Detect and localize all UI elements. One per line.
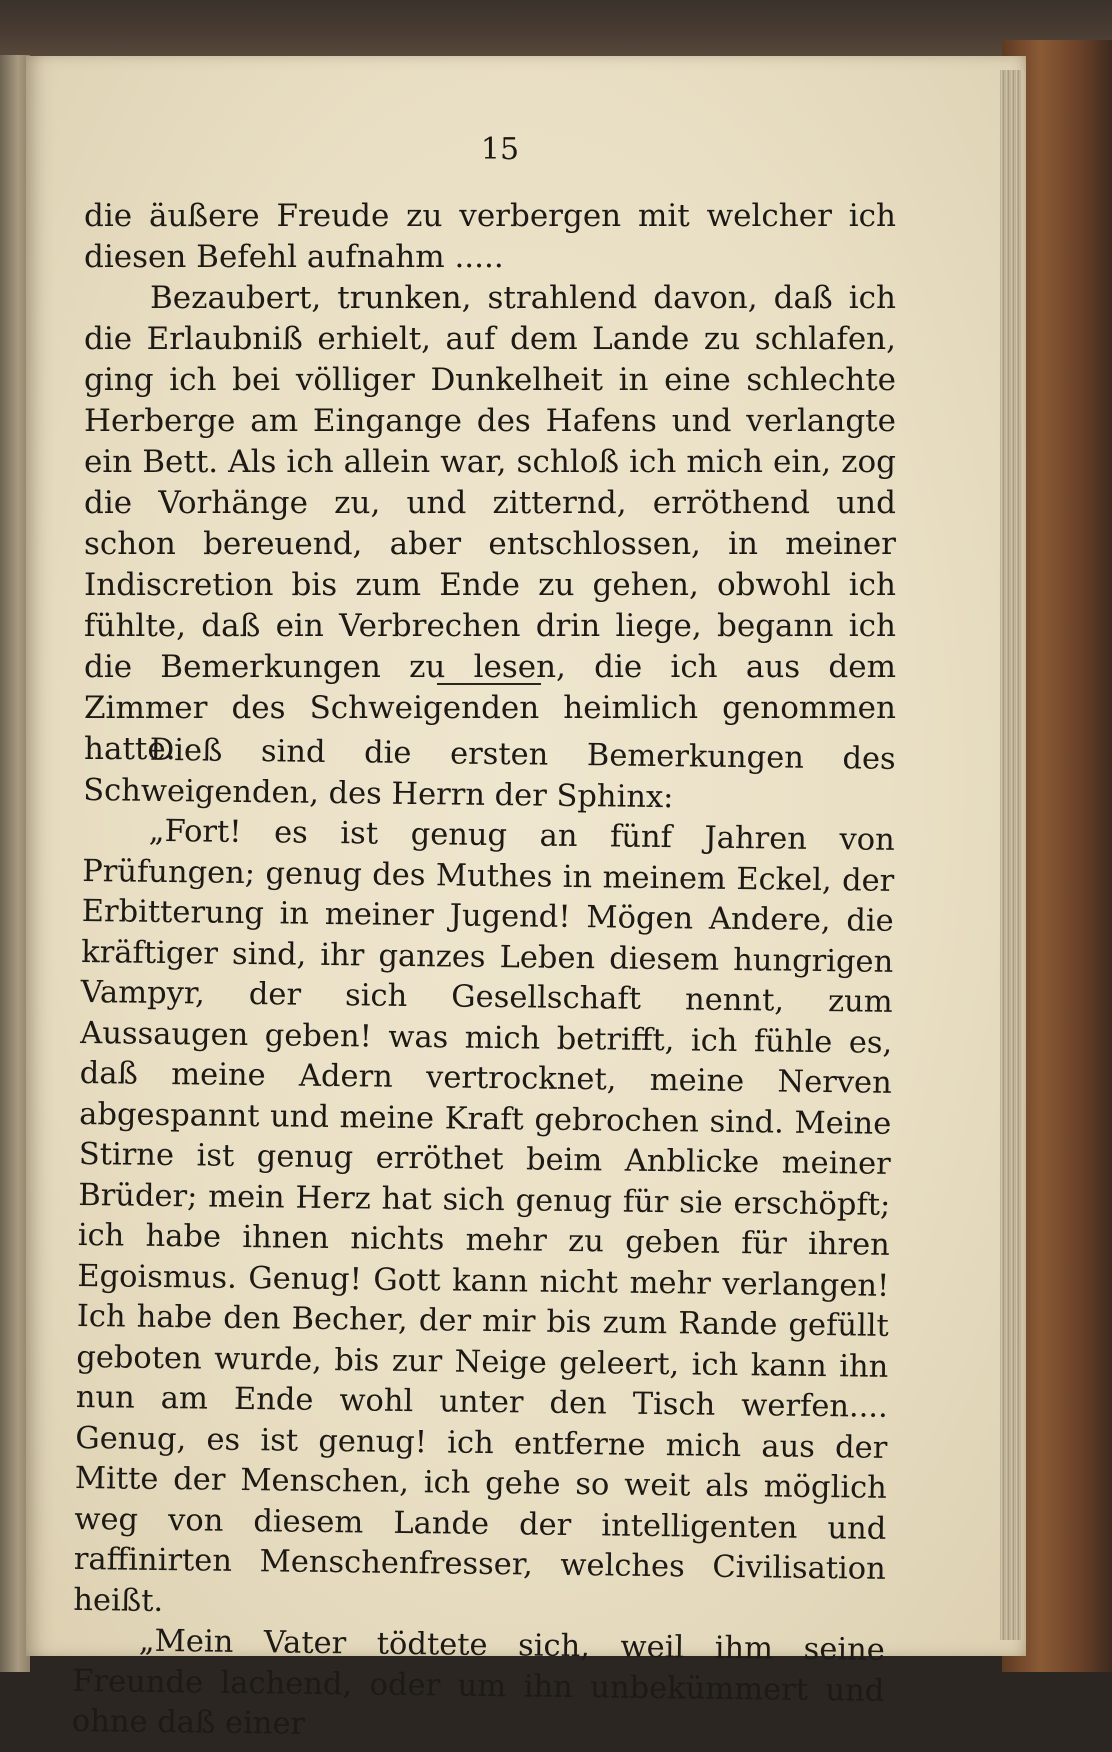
paragraph: die äußere Freude zu verbergen mit welcher ich diesen Befehl aufnahm .....: [84, 198, 896, 275]
text-block-lower: [72, 730, 896, 1752]
paragraph: „Fort! es ist genug an fünf Jahren von Prüfungen; genug des Muthes in meinem Eckel, der Erbitterung in meiner Jugend! Mögen Andere, die kräftiger sind, ihr ganzes Leben diesem hungrigen Vampyr, der sich Gesellschaft nennt, zum Aussaugen geben! was mich betrifft, ich fühle es, daß meine Adern vertrocknet, meine Nerven abgespannt und meine Kraft gebrochen sind. Meine Stirne ist genug erröthet beim Anblicke meiner Brüder; mein Herz hat sich genug für sie erschöpft; ich habe ihnen nichts mehr zu geben für ihren Egoismus. Genug! Gott kann nicht mehr verlangen! Ich habe den Becher, der mir bis zum Rande gefüllt geboten wurde, bis zur Neige geleert, ich kann ihn nun am Ende wohl unter den Tisch werfen.... Genug, es ist genug! ich entferne mich aus der Mitte der Menschen, ich gehe so weit als möglich weg von diesem Lande der intelligenten und raffinirten Menschenfresser, welches Civilisation heißt.: [73, 813, 895, 1619]
page-number: 15: [480, 132, 520, 167]
book-cover-top: [0, 0, 1112, 60]
paragraph: Bezaubert, trunken, strahlend davon, daß ich die Erlaubniß erhielt, auf dem Lande zu schlafen, ging ich bei völliger Dunkelheit in eine schlechte Herberge am Eingange des Hafens und verlangte ein Bett. Als ich allein war, schloß ich mich ein, zog die Vorhänge zu, und zitternd, erröthend und schon bereuend, aber entschlossen, in meiner Indiscretion bis zum Ende zu gehen, obwohl ich fühlte, daß ein Verbrechen drin liege, begann ich die Bemerkungen zu lesen, die ich aus dem Zimmer des Schweigenden heimlich genommen hatte.: [84, 280, 896, 767]
paragraph: „Mein Vater tödtete sich, weil ihm seine Freunde lachend, oder um ihn unbekümmert und ohne daß einer: [71, 1623, 886, 1742]
section-divider-rule: [437, 683, 541, 685]
page-stack-edges: [1000, 70, 1022, 1640]
paragraph: Dieß sind die ersten Bemerkungen des Schweigenden, des Herrn der Sphinx:: [83, 732, 896, 815]
